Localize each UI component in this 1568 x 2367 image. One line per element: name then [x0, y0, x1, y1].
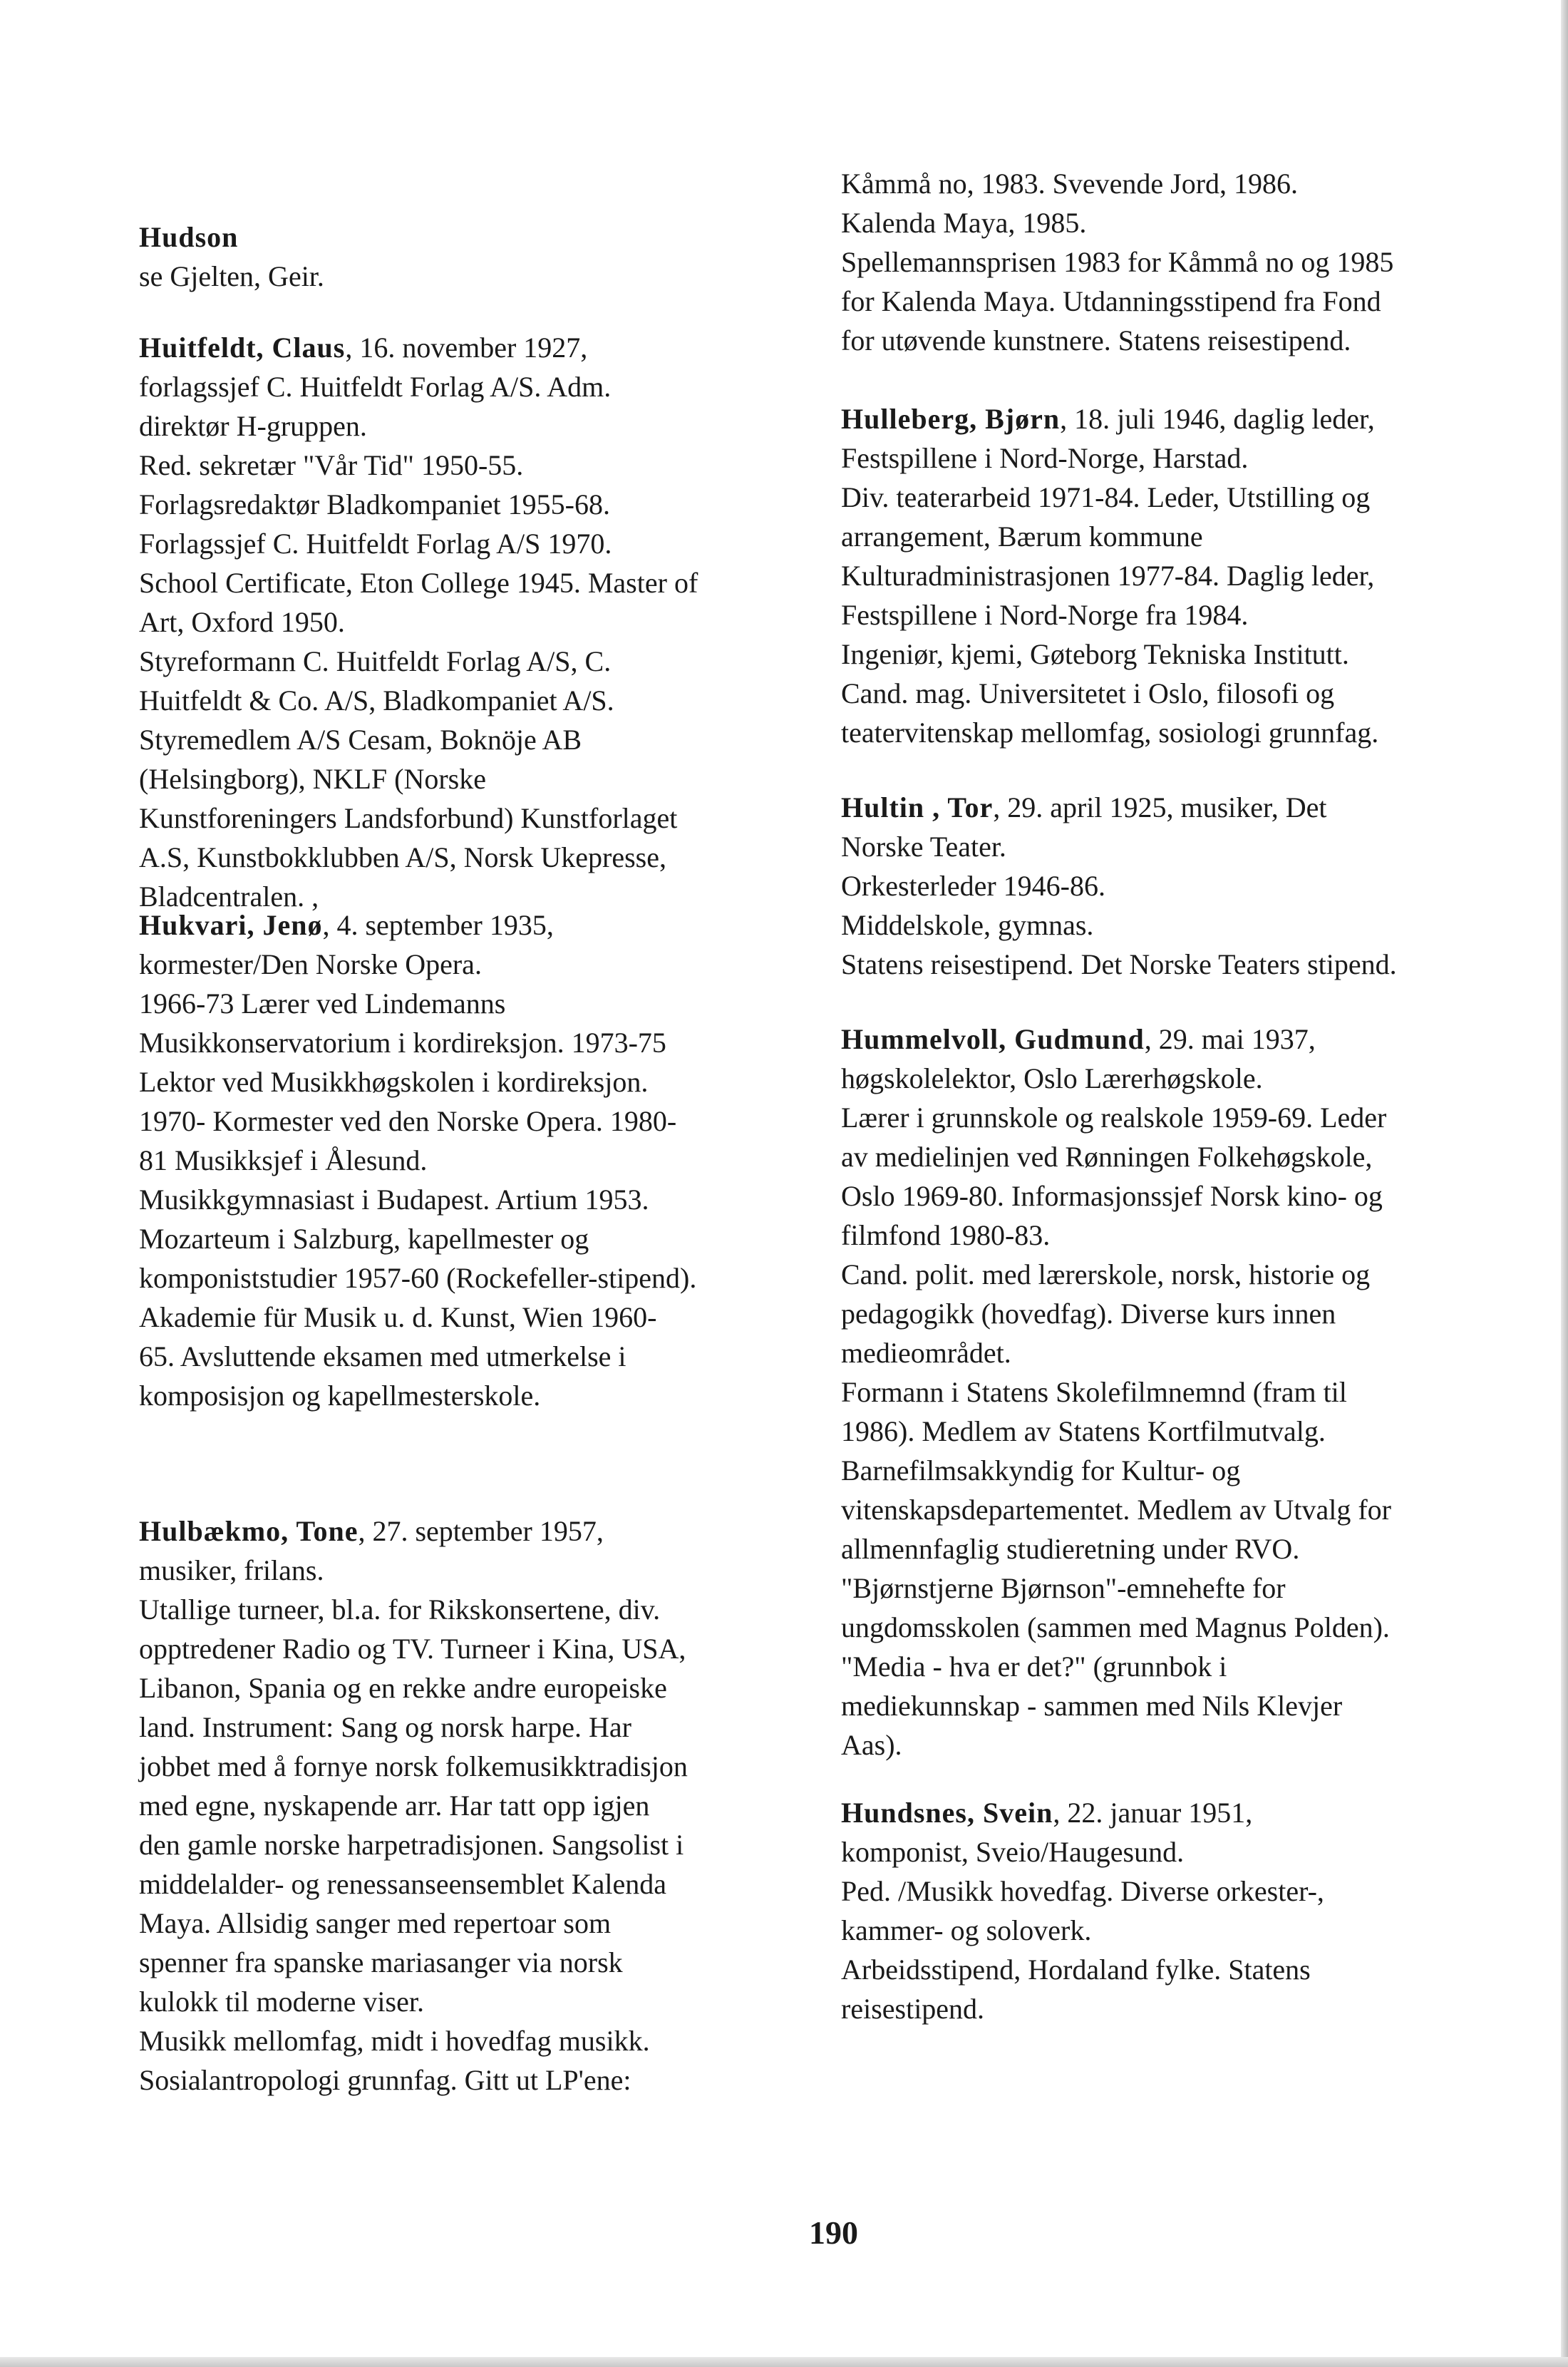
entry-text-line: spenner fra spanske mariasanger via norsk: [139, 1946, 623, 1978]
entry-text-line: Aas).: [841, 1729, 902, 1761]
entry-text-line: Musikkonservatorium i kordireksjon. 1973-75: [139, 1027, 666, 1059]
entry-text-line: Orkesterleder 1946-86.: [841, 870, 1105, 902]
entry-heading: [841, 1793, 1515, 1832]
entry-text-line: Musikk mellomfag, midt i hovedfag musikk.: [139, 2025, 650, 2057]
entry-text-line: 1970- Kormester ved den Norske Opera. 1980-: [139, 1105, 677, 1137]
entry-text-line: Spellemannsprisen 1983 for Kåmmå no og 1985: [841, 246, 1394, 278]
entry: [139, 328, 816, 916]
entry-heading-details: , 22. januar 1951,: [1053, 1797, 1253, 1829]
entry-text-line: Akademie für Musik u. d. Kunst, Wien 1960-: [139, 1301, 657, 1333]
entry-text-line: Festspillene i Nord-Norge, Harstad.: [841, 442, 1249, 474]
entry-heading: [139, 328, 816, 367]
entry-heading-details: , 27. september 1957,: [358, 1515, 604, 1547]
entry-text-line: for utøvende kunstnere. Statens reisestipend.: [841, 324, 1351, 356]
entry-text-line: Statens reisestipend. Det Norske Teaters stipend.: [841, 948, 1397, 980]
entry-text-line: komponist, Sveio/Haugesund.: [841, 1836, 1185, 1868]
scan-edge-bottom: [0, 2357, 1568, 2367]
entry-text-line: se Gjelten, Geir.: [139, 260, 324, 292]
entry: [841, 399, 1515, 752]
entry-text-line: Sosialantropologi grunnfag. Gitt ut LP'ene:: [139, 2064, 631, 2096]
entry-text-line: Kalenda Maya, 1985.: [841, 207, 1087, 239]
entry-name: Hummelvoll, Gudmund: [841, 1023, 1145, 1055]
entry-text-line: medieområdet.: [841, 1337, 1011, 1369]
entry-text-line: Cand. polit. med lærerskole, norsk, historie og: [841, 1258, 1371, 1290]
entry-text-line: opptredener Radio og TV. Turneer i Kina, USA,: [139, 1633, 686, 1665]
entry-text-line: Utallige turneer, bl.a. for Rikskonsertene, div.: [139, 1593, 661, 1626]
entry-text-line: land. Instrument: Sang og norsk harpe. Har: [139, 1711, 631, 1743]
entry-text-line: ungdomsskolen (sammen med Magnus Polden).: [841, 1611, 1390, 1643]
entry-heading: [841, 788, 1515, 827]
entry-text-line: kammer- og soloverk.: [841, 1914, 1092, 1946]
entry-heading: [139, 217, 816, 257]
entry-text-line: for Kalenda Maya. Utdanningsstipend fra Fond: [841, 285, 1381, 317]
entry-heading-details: , 4. september 1935,: [322, 909, 554, 941]
entry-text-line: teatervitenskap mellomfag, sosiologi grunnfag.: [841, 717, 1379, 749]
entry-text-line: musiker, frilans.: [139, 1554, 324, 1586]
entry-text-line: Libanon, Spania og en rekke andre europeiske: [139, 1672, 667, 1704]
entry-text-line: Kåmmå no, 1983. Svevende Jord, 1986.: [841, 168, 1299, 200]
entry-text-line: med egne, nyskapende arr. Har tatt opp igjen: [139, 1790, 650, 1822]
entry-text-line: Festspillene i Nord-Norge fra 1984.: [841, 599, 1249, 631]
entry-text-line: jobbet med å fornye norsk folkemusikktradisjon: [139, 1750, 688, 1782]
entry-text-line: Lærer i grunnskole og realskole 1959-69. Leder: [841, 1102, 1387, 1134]
entry-text-line: pedagogikk (hovedfag). Diverse kurs innen: [841, 1298, 1336, 1330]
entry-name: Hulbækmo, Tone: [139, 1515, 359, 1547]
entry-name: Hulleberg, Bjørn: [841, 403, 1061, 435]
entry-name: Hudson: [139, 221, 239, 253]
entry-name: Huitfeldt, Claus: [139, 332, 346, 364]
entry-text-line: Ped. /Musikk hovedfag. Diverse orkester-,: [841, 1875, 1324, 1907]
entry-text-line: Forlagssjef C. Huitfeldt Forlag A/S 1970.: [139, 528, 612, 560]
entry-text-line: høgskolelektor, Oslo Lærerhøgskole.: [841, 1062, 1263, 1094]
entry-text-line: direktør H-gruppen.: [139, 410, 367, 442]
entry-heading-details: , 29. mai 1937,: [1144, 1023, 1316, 1055]
entry-text-line: Kulturadministrasjonen 1977-84. Daglig leder,: [841, 560, 1375, 592]
entry: [139, 1511, 816, 2100]
entry: [841, 1020, 1515, 1765]
entry-text-line: kormester/Den Norske Opera.: [139, 948, 482, 980]
entry-text-line: den gamle norske harpetradisjonen. Sangsolist i: [139, 1829, 684, 1861]
entry-text-line: Ingeniør, kjemi, Gøteborg Tekniska Institutt.: [841, 638, 1349, 670]
entry-text-line: allmennfaglig studieretning under RVO.: [841, 1533, 1300, 1565]
entry-text-line: komponiststudier 1957-60 (Rockefeller-stipend).: [139, 1262, 697, 1294]
entry-text-line: Norske Teater.: [841, 831, 1006, 863]
entry-text-line: Div. teaterarbeid 1971-84. Leder, Utstilling og: [841, 481, 1371, 513]
entry-text-line: School Certificate, Eton College 1945. Master of: [139, 567, 698, 599]
entry: [139, 217, 816, 296]
entry-text-line: forlagssjef C. Huitfeldt Forlag A/S. Adm.: [139, 371, 612, 403]
entry-text-line: 81 Musikksjef i Ålesund.: [139, 1144, 428, 1176]
entry-text-line: vitenskapsdepartementet. Medlem av Utvalg for: [841, 1494, 1391, 1526]
entry-name: Hundsnes, Svein: [841, 1797, 1053, 1829]
entry-text-line: Kunstforeningers Landsforbund) Kunstforlaget: [139, 802, 678, 834]
entry-text-line: kulokk til moderne viser.: [139, 1986, 424, 2018]
entry-text-line: 1986). Medlem av Statens Kortfilmutvalg.: [841, 1415, 1326, 1447]
entry-text-line: mediekunnskap - sammen med Nils Klevjer: [841, 1690, 1343, 1722]
entry-text-line: Arbeidsstipend, Hordaland fylke. Statens: [841, 1953, 1311, 1986]
entry-heading-details: , 16. november 1927,: [345, 332, 588, 364]
entry-heading: [139, 1511, 816, 1551]
entry-text-line: komposisjon og kapellmesterskole.: [139, 1380, 541, 1412]
entry-text-line: reisestipend.: [841, 1993, 985, 2025]
entry-text-line: Art, Oxford 1950.: [139, 606, 345, 638]
entry-text-line: Huitfeldt & Co. A/S, Bladkompaniet A/S.: [139, 684, 614, 717]
entry-text-line: Styreformann C. Huitfeldt Forlag A/S, C.: [139, 645, 612, 677]
entry-text-line: Cand. mag. Universitetet i Oslo, filosofi og: [841, 677, 1335, 709]
entry-text-line: 65. Avsluttende eksamen med utmerkelse i: [139, 1340, 626, 1372]
entry-heading: [139, 905, 816, 945]
entry-heading: [841, 1020, 1515, 1059]
entry-text-line: Bladcentralen. ,: [139, 880, 319, 913]
entry-text-line: Middelskole, gymnas.: [841, 909, 1094, 941]
entry: [841, 788, 1515, 984]
entry-name: Hukvari, Jenø: [139, 909, 323, 941]
entry-text-line: Oslo 1969-80. Informasjonssjef Norsk kino- og: [841, 1180, 1383, 1212]
entry-text-line: Lektor ved Musikkhøgskolen i kordireksjon.: [139, 1066, 649, 1098]
entry-name: Hultin , Tor: [841, 791, 994, 823]
entry-text-line: Musikkgymnasiast i Budapest. Artium 1953.: [139, 1184, 649, 1216]
entry-text-line: arrangement, Bærum kommune: [841, 520, 1203, 553]
entry-text-line: Barnefilmsakkyndig for Kultur- og: [841, 1454, 1241, 1487]
entry-text-line: "Media - hva er det?" (grunnbok i: [841, 1650, 1227, 1683]
entry-text-line: Formann i Statens Skolefilmnemnd (fram til: [841, 1376, 1347, 1408]
entry-heading: [841, 399, 1515, 438]
scan-edge-right: [1561, 0, 1568, 2367]
entry-heading-details: , 18. juli 1946, daglig leder,: [1060, 403, 1375, 435]
page-number: 190: [809, 2214, 858, 2251]
entry-text-line: middelalder- og renessanseensemblet Kalenda: [139, 1868, 667, 1900]
entry-text-line: av medielinjen ved Rønningen Folkehøgskole,: [841, 1141, 1373, 1173]
entry-text-line: filmfond 1980-83.: [841, 1219, 1051, 1251]
entry-text-line: Forlagsredaktør Bladkompaniet 1955-68.: [139, 488, 610, 520]
entry-text-line: A.S, Kunstbokklubben A/S, Norsk Ukepresse,: [139, 841, 666, 873]
entry-text-line: Styremedlem A/S Cesam, Boknöje AB: [139, 724, 582, 756]
entry-text-line: (Helsingborg), NKLF (Norske: [139, 763, 486, 795]
entry-heading-details: , 29. april 1925, musiker, Det: [993, 791, 1327, 823]
entry-text-line: Mozarteum i Salzburg, kapellmester og: [139, 1223, 589, 1255]
entry: [841, 1793, 1515, 2028]
entry: [139, 905, 816, 1415]
entry: [841, 164, 1515, 360]
entry-text-line: Maya. Allsidig sanger med repertoar som: [139, 1907, 612, 1939]
entry-text-line: 1966-73 Lærer ved Lindemanns: [139, 987, 506, 1020]
entry-text-line: "Bjørnstjerne Bjørnson"-emnehefte for: [841, 1572, 1286, 1604]
entry-text-line: Red. sekretær "Vår Tid" 1950-55.: [139, 449, 524, 481]
